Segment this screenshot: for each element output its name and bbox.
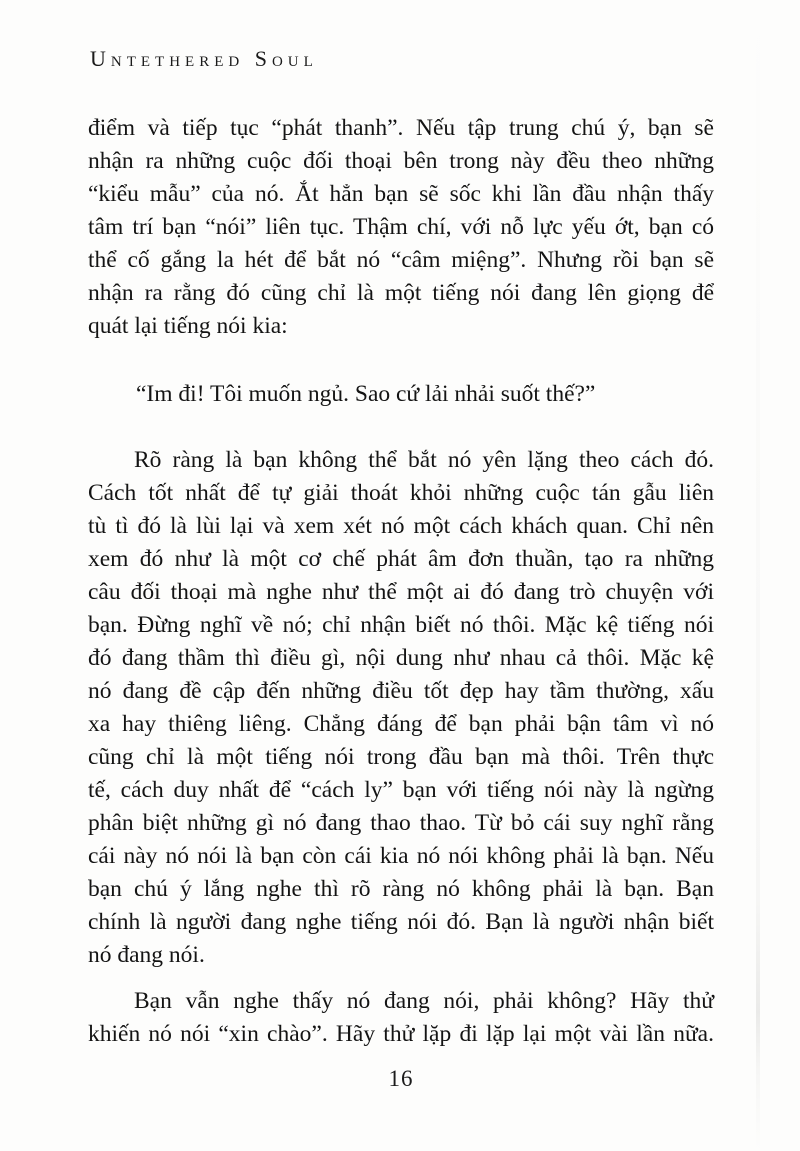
text-line: xem đó như là một cơ chế phát âm đơn thuần, tạo ra những <box>88 546 714 572</box>
text-line: nhận ra rằng đó cũng chỉ là một tiếng nói đang lên giọng để <box>88 280 714 306</box>
running-header: Untethered Soul <box>90 46 318 71</box>
text-line: chính là người đang nghe tiếng nói đó. Bạn là người nhận biết <box>88 909 714 935</box>
paragraph-quote <box>136 378 714 411</box>
page-body <box>88 112 714 1051</box>
text-line: cũng chỉ là một tiếng nói trong đầu bạn mà thôi. Trên thực <box>88 744 714 770</box>
paragraph-closing <box>88 985 714 1051</box>
text-line: đó đang thầm thì điều gì, nội dung như nhau cả thôi. Mặc kệ <box>88 645 714 671</box>
text-line: tâm trí bạn “nói” liên tục. Thậm chí, với nỗ lực yếu ớt, bạn có <box>88 214 714 240</box>
text-line: Bạn vẫn nghe thấy nó đang nói, phải không? Hãy thử <box>134 988 714 1014</box>
text-line: khiến nó nói “xin chào”. Hãy thử lặp đi lặp lại một vài lần nữa. <box>88 1021 714 1047</box>
text-line: bạn chú ý lắng nghe thì rõ ràng nó không phải là bạn. Bạn <box>88 876 714 902</box>
text-line: tế, cách duy nhất để “cách ly” bạn với tiếng nói này là ngừng <box>88 777 714 803</box>
text-line: Rõ ràng là bạn không thể bắt nó yên lặng theo cách đó. <box>134 447 714 473</box>
text-line: quát lại tiếng nói kia: <box>88 313 288 339</box>
text-line: thể cố gắng la hét để bắt nó “câm miệng”. Nhưng rồi bạn sẽ <box>88 247 714 273</box>
page-number: 16 <box>388 1066 414 1091</box>
text-line: tù tì đó là lùi lại và xem xét nó một cách khách quan. Chỉ nên <box>88 513 714 539</box>
text-line: xa hay thiêng liêng. Chẳng đáng để bạn phải bận tâm vì nó <box>88 711 714 737</box>
text-line: cái này nó nói là bạn còn cái kia nó nói không phải là bạn. Nếu <box>88 843 714 869</box>
text-line: nó đang đề cập đến những điều tốt đẹp hay tầm thường, xấu <box>88 678 714 704</box>
text-line: bạn. Đừng nghĩ về nó; chỉ nhận biết nó thôi. Mặc kệ tiếng nói <box>88 612 714 638</box>
text-line: nhận ra những cuộc đối thoại bên trong này đều theo những <box>88 148 714 174</box>
paragraph-body <box>88 444 714 972</box>
text-line: điểm và tiếp tục “phát thanh”. Nếu tập trung chú ý, bạn sẽ <box>88 115 714 141</box>
text-line: Cách tốt nhất để tự giải thoát khỏi những cuộc tán gẫu liên <box>88 480 714 506</box>
text-line: “kiểu mẫu” của nó. Ắt hẳn bạn sẽ sốc khi lần đầu nhận thấy <box>88 181 714 207</box>
scan-edge-artifact <box>756 0 760 1151</box>
text-line: câu đối thoại mà nghe như thể một ai đó đang trò chuyện với <box>88 579 714 605</box>
paragraph-continuation <box>88 112 714 343</box>
text-line: phân biệt những gì nó đang thao thao. Từ bỏ cái suy nghĩ rằng <box>88 810 714 836</box>
text-line: nó đang nói. <box>88 942 205 968</box>
text-line: “Im đi! Tôi muốn ngủ. Sao cứ lải nhải suốt thế?” <box>136 381 596 407</box>
